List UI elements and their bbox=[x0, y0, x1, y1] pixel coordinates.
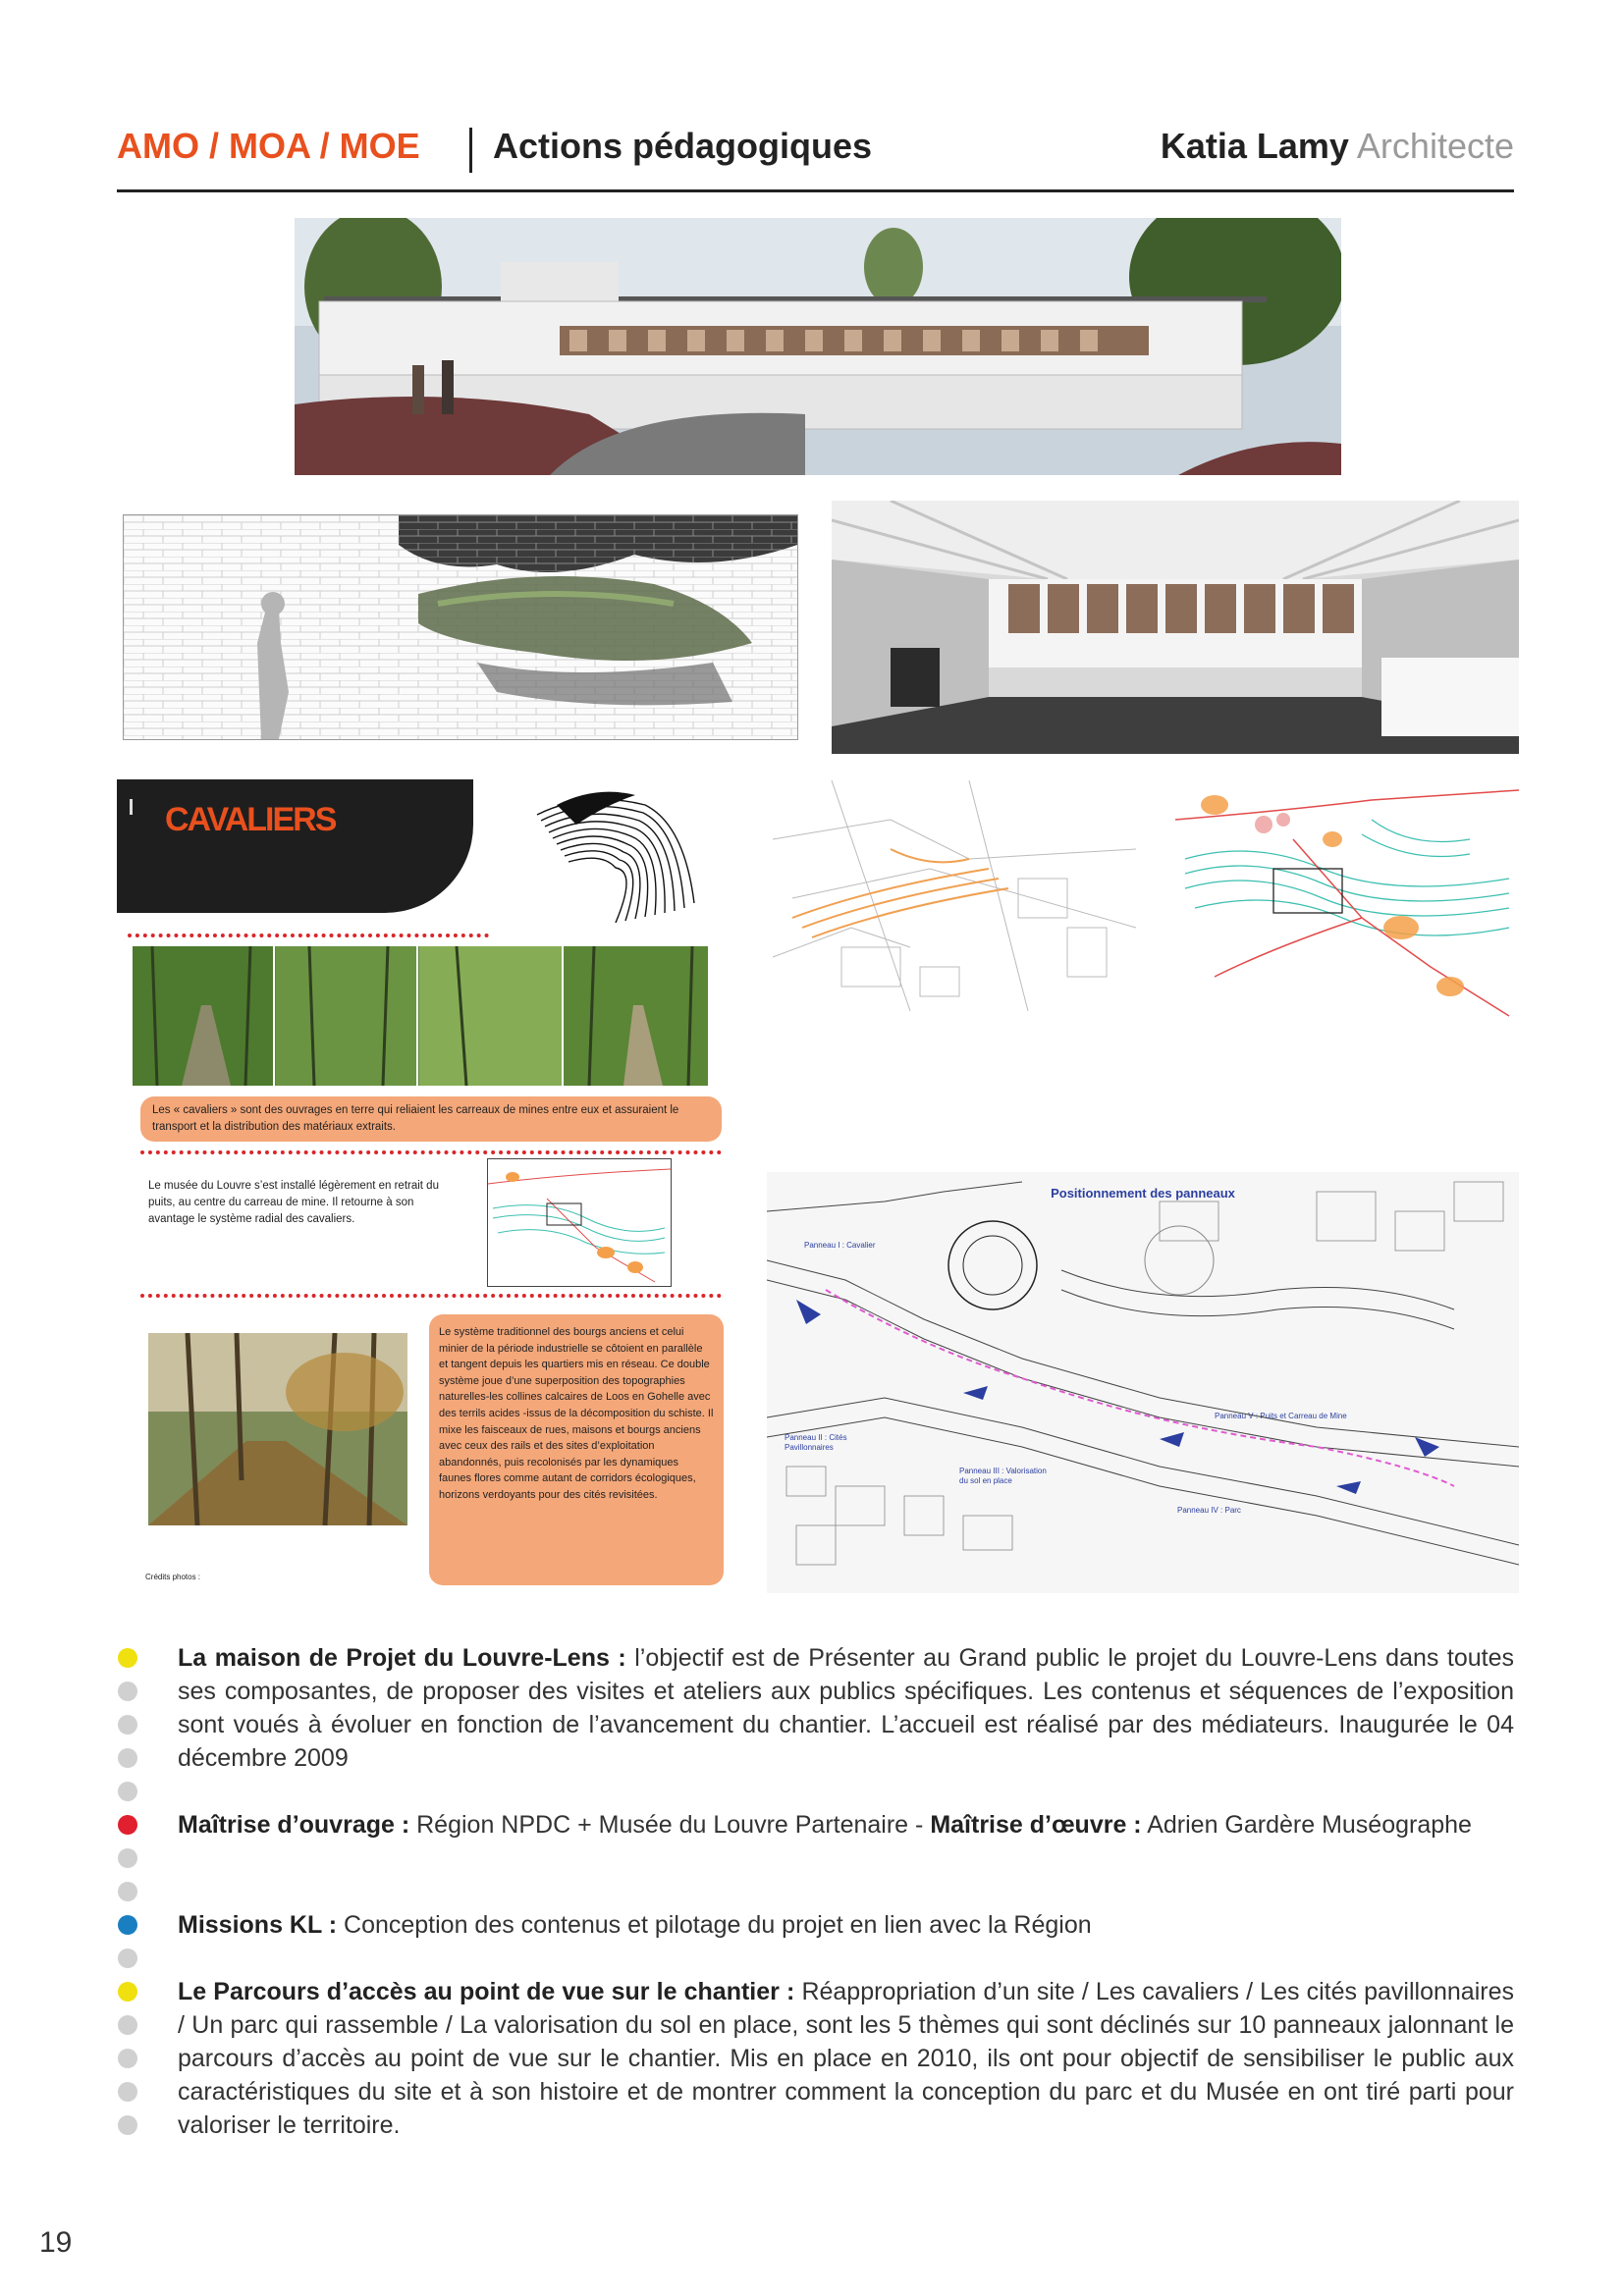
brick-wall-elevation-drawing bbox=[123, 514, 798, 740]
photo-credit: Crédits photos : bbox=[145, 1573, 201, 1581]
paragraph-maitrise bbox=[178, 1808, 1514, 1842]
header-section-label: AMO / MOA / MOE bbox=[117, 126, 420, 166]
paragraph-missions-kl bbox=[178, 1908, 1514, 1942]
bullet-dot-grey bbox=[118, 1949, 137, 1968]
page-number: 19 bbox=[39, 2226, 73, 2259]
site-plan-orange-drawing bbox=[773, 780, 1136, 1011]
bullet-dot-yellow bbox=[118, 1982, 137, 2002]
mini-contour-map bbox=[487, 1158, 672, 1287]
bullet-dot-grey bbox=[118, 1782, 137, 1801]
paragraph-label: Maîtrise d’œuvre : bbox=[930, 1811, 1142, 1839]
cavaliers-title: CAVALIERS bbox=[165, 801, 336, 838]
paragraph-label: La maison de Projet du Louvre-Lens : bbox=[178, 1644, 626, 1672]
cavaliers-banner bbox=[117, 779, 473, 913]
forest-path-photo-strip bbox=[133, 946, 708, 1086]
building-panorama-photo bbox=[295, 218, 1341, 475]
panel-label-1: Panneau I : Cavalier bbox=[804, 1241, 876, 1250]
caption-louvre-position: Le musée du Louvre s’est installé légèrement en retrait du puits, au centre du carreau de mine. Il retourne à son avantage le système radial des cavaliers. bbox=[148, 1180, 439, 1225]
topography-contour-drawing bbox=[527, 785, 704, 933]
site-plan-title: Positionnement des panneaux bbox=[1051, 1186, 1235, 1201]
paragraph-label: Missions KL : bbox=[178, 1911, 338, 1939]
bullet-dot-red bbox=[118, 1815, 137, 1835]
dotted-divider bbox=[140, 1150, 722, 1154]
panel-positioning-site-plan bbox=[767, 1172, 1519, 1593]
bullet-dot-grey bbox=[118, 2015, 137, 2035]
bullet-dot-blue bbox=[118, 1915, 137, 1935]
header-author bbox=[1161, 126, 1514, 167]
bullet-dot-grey bbox=[118, 1748, 137, 1768]
header-title: Actions pédagogiques bbox=[493, 126, 873, 166]
panel-label-5: Panneau V : Puits et Carreau de Mine bbox=[1215, 1412, 1347, 1420]
bullet-dot-grey bbox=[118, 1715, 137, 1735]
panel-label-2: Panneau II : Cités Pavillonnaires bbox=[785, 1433, 847, 1452]
paragraph-label: Maîtrise d’ouvrage : bbox=[178, 1811, 410, 1839]
dotted-divider bbox=[140, 1294, 722, 1298]
paragraph-text: Conception des contenus et pilotage du projet en lien avec la Région bbox=[337, 1911, 1092, 1939]
bullet-dot-grey bbox=[118, 2082, 137, 2102]
paragraph-label: Le Parcours d’accès au point de vue sur le chantier : bbox=[178, 1978, 795, 2005]
caption-cavaliers-definition: Les « cavaliers » sont des ouvrages en terre qui reliaient les carreaux de mines entre eux et assuraient le transport et la distribution des matériaux extraits. bbox=[140, 1096, 722, 1142]
paragraph-text: Adrien Gardère Muséographe bbox=[1141, 1811, 1472, 1839]
paragraph-text: l’objectif est de Présenter au Grand public le projet du Louvre-Lens dans toutes ses composantes, de proposer des visites et ateliers aux publics spécifiques. Les contenus et séquences de l’exposition sont voués à évoluer en fonction de l’avancement du chantier. L’accueil est réalisé par des médiateurs. Inaugurée le 04 décembre 2009 bbox=[178, 1644, 1514, 1772]
dotted-divider bbox=[128, 934, 489, 937]
bullet-dot-grey bbox=[118, 1882, 137, 1901]
bullet-dot-grey bbox=[118, 2115, 137, 2135]
bullet-dot-grey bbox=[118, 2049, 137, 2068]
contour-map-drawing bbox=[1175, 780, 1519, 1036]
exhibition-interior-photo bbox=[832, 501, 1519, 754]
header-rule bbox=[117, 189, 1514, 192]
autumn-woods-photo bbox=[148, 1333, 407, 1525]
header-separator bbox=[469, 128, 472, 173]
paragraph-parcours bbox=[178, 1975, 1514, 2142]
paragraph-text: Réappropriation d’un site / Les cavaliers / Les cités pavillonnaires / Un parc qui rassemble / La valorisation du sol en place, sont les 5 thèmes qui sont déclinés sur 10 panneaux jalonnant le parcours d’accès au point de vue sur le chantier. Mis en place en 2010, ils ont pour objectif de sensibiliser le public aux caractéristiques du site et à son histoire et de montrer comment la conception du parc et du Musée en ont tiré parti pour valoriser le territoire. bbox=[178, 1978, 1514, 2139]
author-name: Katia Lamy bbox=[1160, 126, 1349, 166]
paragraph-text: Région NPDC + Musée du Louvre Partenaire - bbox=[409, 1811, 931, 1839]
bullet-dot-grey bbox=[118, 1682, 137, 1701]
panel-label-4: Panneau IV : Parc bbox=[1177, 1506, 1241, 1515]
bullet-dot-yellow bbox=[118, 1648, 137, 1668]
author-role: Architecte bbox=[1356, 126, 1514, 166]
panel-label-3: Panneau III : Valorisation du sol en place bbox=[959, 1467, 1047, 1485]
paragraph-maison-de-projet bbox=[178, 1641, 1514, 1775]
caption-double-system: Le système traditionnel des bourgs anciens et celui minier de la période industrielle se côtoient en parallèle et tangent depuis les quartiers mis en réseau. Ce double système joue d’une superposition des topographies naturelles-les collines calcaires de Loos en Gohelle avec des terrils acides -issus de la décomposition du schiste. Il mixe les faisceaux de rues, maisons et bourgs anciens avec ceux des rails et des sites d’exploitation abandonnés, puis recolonisés par les dynamiques faunes flores comme autant de corridors écologiques, horizons verdoyants pour des cités revisitées. bbox=[429, 1314, 724, 1585]
bullet-dot-grey bbox=[118, 1848, 137, 1868]
